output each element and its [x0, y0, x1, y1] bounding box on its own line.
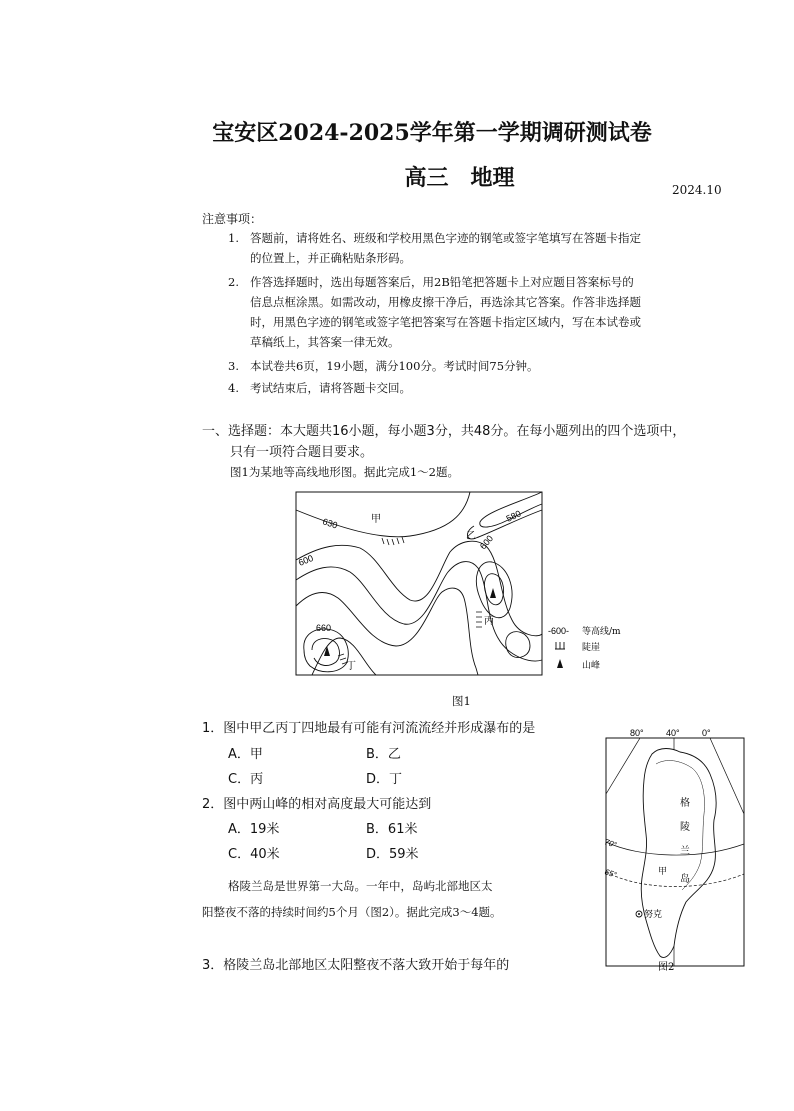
note-line: 作答选择题时，选出每题答案后，用2B铅笔把答题卡上对应题目答案标号的 [250, 275, 634, 289]
question-number: 2． [202, 797, 224, 812]
question-text: 图中甲乙丙丁四地最有可能有河流流经并形成瀑布的是 [223, 721, 536, 736]
note-2 [228, 272, 728, 352]
question-2 [202, 793, 431, 812]
lat-65: 65° [603, 867, 618, 880]
label-ding: 丁 [346, 661, 356, 672]
page-title: 宝安区2024-2025学年第一学期调研测试卷 [212, 120, 652, 146]
label-660: 660 [316, 623, 332, 633]
option-1a: A．甲 [228, 747, 263, 762]
label-jia: 甲 [371, 514, 381, 525]
contour-2 [296, 562, 542, 661]
note-line: 的位置上，并正确粘贴条形码。 [250, 251, 411, 265]
label-bing: 丙 [484, 616, 494, 627]
note-number: 2. [228, 275, 239, 289]
label-630: 630 [321, 516, 339, 531]
legend-cliff-icon [555, 642, 565, 649]
label-jia-2: 甲 [658, 867, 668, 877]
island-char-3: 兰 [680, 846, 690, 857]
option-1c: C．丙 [228, 772, 264, 787]
lon-80: 80° [630, 728, 644, 738]
notes-heading: 注意事项： [202, 212, 263, 226]
option-2c: C．40米 [228, 847, 280, 862]
note-3 [228, 356, 728, 376]
island-char-2: 陵 [680, 822, 690, 833]
option-2d: D．59米 [366, 847, 419, 862]
lon-0: 0° [702, 728, 711, 738]
figure2-caption: 图2 [658, 962, 675, 972]
option-2b: B．61米 [366, 822, 418, 837]
note-line: 本试卷共6页，19小题，满分100分。考试时间75分钟。 [250, 359, 539, 373]
section-line-1: 一、选择题：本大题共16小题，每小题3分，共48分。在每小题列出的四个选项中， [202, 424, 686, 439]
legend-peak-icon [557, 659, 563, 668]
lon-40: 40° [666, 728, 680, 738]
exam-date: 2024.10 [672, 183, 722, 197]
legend-cliff-label: 陡崖 [582, 643, 601, 653]
lat-70: 70° [603, 837, 618, 850]
question-number: 3． [202, 958, 224, 973]
option-1d: D．丁 [366, 772, 403, 787]
contour-4 [312, 638, 376, 675]
contour-peak-right-outer [476, 562, 512, 618]
city-label: 努克 [644, 910, 663, 920]
figure1-caption: 图1 [452, 694, 471, 708]
figure1-intro: 图1为某地等高线地形图。据此完成1～2题。 [230, 465, 459, 479]
island-char-4: 岛 [680, 874, 690, 885]
legend-contour-sample: -600- [548, 626, 570, 636]
label-600-left: 600 [297, 552, 315, 568]
note-number: 3. [228, 359, 239, 373]
label-600-right: 600 [477, 533, 496, 552]
figure2-greenland-map [600, 724, 746, 972]
question-1 [202, 717, 535, 736]
passage-line-1: 格陵兰岛是世界第一大岛。一年中，岛屿北部地区太 [228, 879, 493, 893]
note-4 [228, 378, 728, 398]
figure1-contour-map [280, 488, 640, 688]
option-2a: A．19米 [228, 822, 280, 837]
cliff-bing [476, 612, 482, 627]
meridian-80 [606, 738, 640, 794]
passage-line-2: 阳整夜不落的持续时间约5个月（图2）。据此完成3～4题。 [202, 905, 502, 919]
city-marker-dot [638, 913, 640, 915]
section-heading [202, 421, 742, 463]
note-number: 4. [228, 381, 239, 395]
label-580: 580 [504, 508, 523, 524]
island-char-1: 格 [680, 798, 690, 809]
question-text: 格陵兰岛北部地区太阳整夜不落大致开始于每年的 [223, 958, 510, 973]
note-1 [228, 228, 728, 268]
peak-left-icon [324, 646, 330, 656]
contour-600-main [296, 541, 542, 636]
contour-630 [296, 492, 470, 537]
legend-peak-label: 山峰 [582, 661, 601, 671]
legend-contour-label: 等高线/m [582, 627, 621, 637]
note-line: 草稿纸上，其答案一律无效。 [250, 335, 400, 349]
cliff-jia [382, 537, 404, 545]
note-line: 时，用黑色字迹的钢笔或签字笔把答案写在答题卡指定区域内，写在本试卷或 [250, 315, 641, 329]
contour-small-hill [506, 632, 530, 658]
question-3 [202, 954, 509, 973]
page-subtitle: 高三 地理 [404, 165, 515, 191]
question-number: 1． [202, 721, 224, 736]
question-text: 图中两山峰的相对高度最大可能达到 [223, 797, 432, 812]
note-line: 考试结束后，请将答题卡交回。 [250, 381, 411, 395]
note-number: 1. [228, 231, 239, 245]
note-line: 答题前，请将姓名、班级和学校用黑色字迹的钢笔或签字笔填写在答题卡指定 [250, 231, 641, 245]
label-yi: 乙 [466, 531, 476, 542]
section-line-2: 只有一项符合题目要求。 [230, 445, 374, 460]
peak-right-icon [490, 588, 496, 598]
note-line: 信息点框涂黑。如需改动，用橡皮擦干净后，再选涂其它答案。作答非选择题 [250, 295, 641, 309]
option-1b: B．乙 [366, 747, 401, 762]
